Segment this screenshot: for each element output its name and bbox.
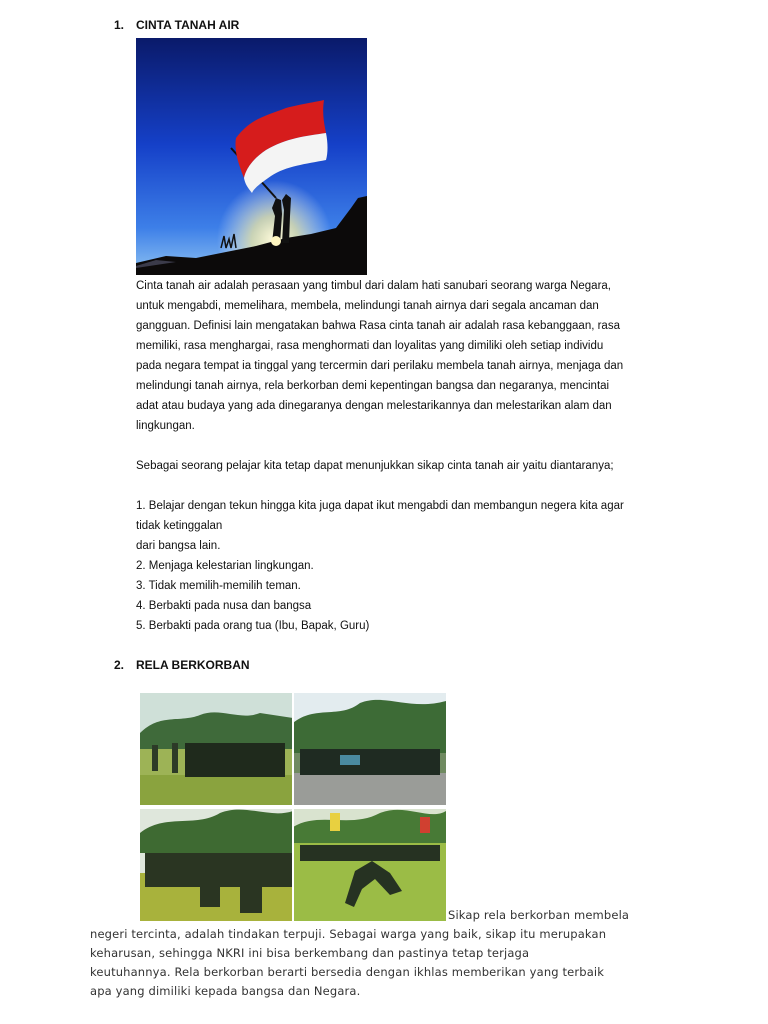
paragraph-line: gangguan. Definisi lain mengatakan bahwa Rasa cinta tanah air adalah rasa kebanggaan, rasa <box>136 320 620 332</box>
list-item: 4. Berbakti pada nusa dan bangsa <box>136 600 312 612</box>
section-2-heading <box>114 658 250 672</box>
list-item: dari bangsa lain. <box>136 540 221 552</box>
section-2-caption <box>448 906 688 925</box>
section-1-number: 1. <box>114 18 125 32</box>
caption-first-line: Sikap rela berkorban membela <box>448 908 630 922</box>
section-1-title: CINTA TANAH AIR <box>136 18 240 32</box>
list-item: 2. Menjaga kelestarian lingkungan. <box>136 560 314 572</box>
intro-line: Sebagai seorang pelajar kita tetap dapat menunjukkan sikap cinta tanah air yaitu diantaranya; <box>136 460 614 472</box>
paragraph-line: memiliki, rasa menghargai, rasa menghormati dan loyalitas yang dimiliki oleh setiap individu <box>136 340 604 352</box>
paragraph-line: keutuhannya. Rela berkorban berarti bersedia dengan ikhlas memberikan yang terbaik <box>90 965 605 979</box>
paragraph-line: pada negara tempat ia tinggal yang tercermin dari perilaku membela tanah airnya, menjaga dan <box>136 360 624 372</box>
section-2-paragraph <box>90 925 690 1001</box>
paragraph-line: Cinta tanah air adalah perasaan yang timbul dari dalam hati sanubari seorang warga Negara, <box>136 280 611 292</box>
section-2-title: RELA BERKORBAN <box>136 658 250 672</box>
paragraph-line: untuk mengabdi, memelihara, membela, melindungi tanah airnya dari segala ancaman dan <box>136 300 599 312</box>
paragraph-line: negeri tercinta, adalah tindakan terpuji. Sebagai warga yang baik, sikap itu merupakan <box>90 927 607 941</box>
section-1-intro <box>136 456 676 476</box>
paragraph-line: lingkungan. <box>136 420 195 432</box>
list-item: 5. Berbakti pada orang tua (Ibu, Bapak, Guru) <box>136 620 370 632</box>
paragraph-line: melindungi tanah airnya, rela berkorban demi kepentingan bangsa dan negaranya, mencintai <box>136 380 610 392</box>
section-1-paragraph <box>136 276 676 436</box>
section-1-heading <box>114 18 239 32</box>
paragraph-line: keharusan, sehingga NKRI ini bisa berkembang dan pastinya tetap terjaga <box>90 946 530 960</box>
list-item: 3. Tidak memilih-memilih teman. <box>136 580 301 592</box>
flag-raising-photo <box>136 38 367 275</box>
paragraph-line: adat atau budaya yang ada dinegaranya dengan melestarikannya dan melestarikan alam dan <box>136 400 612 412</box>
section-2-number: 2. <box>114 658 125 672</box>
paragraph-line: apa yang dimiliki kepada bangsa dan Negara. <box>90 984 361 998</box>
section-1-list <box>136 496 676 636</box>
list-item: tidak ketinggalan <box>136 520 223 532</box>
list-item: 1. Belajar dengan tekun hingga kita juga dapat ikut mengabdi dan membangun negera kita agar <box>136 500 624 512</box>
soldiers-training-collage <box>140 693 446 921</box>
